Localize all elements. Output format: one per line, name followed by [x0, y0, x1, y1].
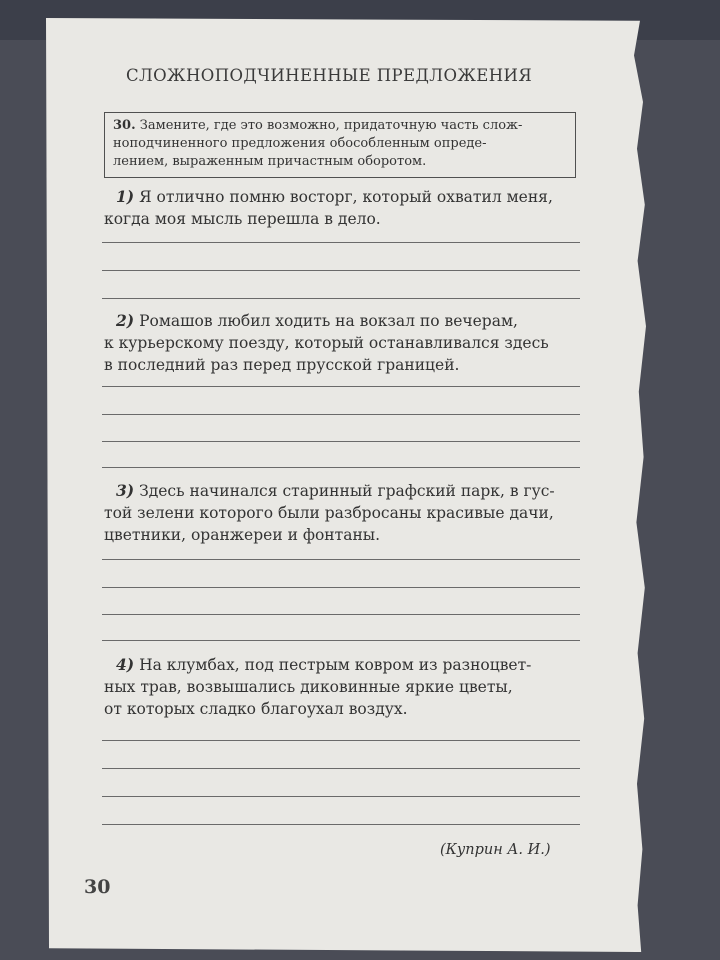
page-number: 30: [84, 876, 111, 898]
answer-line[interactable]: [102, 270, 580, 271]
answer-line[interactable]: [102, 640, 580, 641]
answer-line[interactable]: [102, 796, 580, 797]
exercise-line: когда моя мысль перешла в дело.: [104, 210, 381, 228]
answer-line[interactable]: [102, 587, 580, 588]
task-line-1: 30. Замените, где это возможно, придаточную часть слож-: [113, 118, 523, 133]
exercise-line: 3) Здесь начинался старинный графский парк, в гус-: [116, 481, 555, 500]
exercise-number: 3): [116, 481, 135, 500]
exercise-line: ных трав, возвышались диковинные яркие цветы,: [104, 678, 513, 696]
exercise-line: в последний раз перед прусской границей.: [104, 356, 460, 374]
answer-line[interactable]: [102, 441, 580, 442]
answer-line[interactable]: [102, 824, 580, 825]
task-number: 30.: [113, 118, 136, 133]
exercise-1: [104, 186, 586, 230]
exercise-line: 1) Я отлично помню восторг, который охватил меня,: [116, 187, 553, 206]
exercise-line: от которых сладко благоухал воздух.: [104, 700, 408, 718]
exercise-line: 4) На клумбах, под пестрым ковром из разноцвет-: [116, 655, 532, 674]
exercise-number: 4): [116, 655, 135, 674]
task-instruction-box: [104, 112, 576, 178]
exercise-line: той зелени которого были разбросаны красивые дачи,: [104, 504, 554, 522]
exercise-2: [104, 310, 586, 376]
answer-line[interactable]: [102, 768, 580, 769]
exercise-line: 2) Ромашов любил ходить на вокзал по вечерам,: [116, 311, 518, 330]
exercise-number: 1): [116, 187, 135, 206]
exercise-line: к курьерскому поезду, который останавливался здесь: [104, 334, 549, 352]
answer-line[interactable]: [102, 414, 580, 415]
answer-line[interactable]: [102, 740, 580, 741]
author-attribution: (Куприн А. И.): [440, 842, 551, 858]
answer-line[interactable]: [102, 559, 580, 560]
task-line-3: лением, выраженным причастным оборотом.: [113, 154, 427, 169]
task-line-2: ноподчиненного предложения обособленным опреде-: [113, 136, 487, 151]
answer-line[interactable]: [102, 467, 580, 468]
answer-line[interactable]: [102, 386, 580, 387]
answer-line[interactable]: [102, 242, 580, 243]
exercise-number: 2): [116, 311, 135, 330]
answer-line[interactable]: [102, 614, 580, 615]
answer-line[interactable]: [102, 298, 580, 299]
exercise-line: цветники, оранжереи и фонтаны.: [104, 526, 381, 544]
page-title: СЛОЖНОПОДЧИНЕННЫЕ ПРЕДЛОЖЕНИЯ: [125, 66, 533, 85]
exercise-4: [104, 654, 586, 720]
exercise-3: [104, 480, 586, 546]
